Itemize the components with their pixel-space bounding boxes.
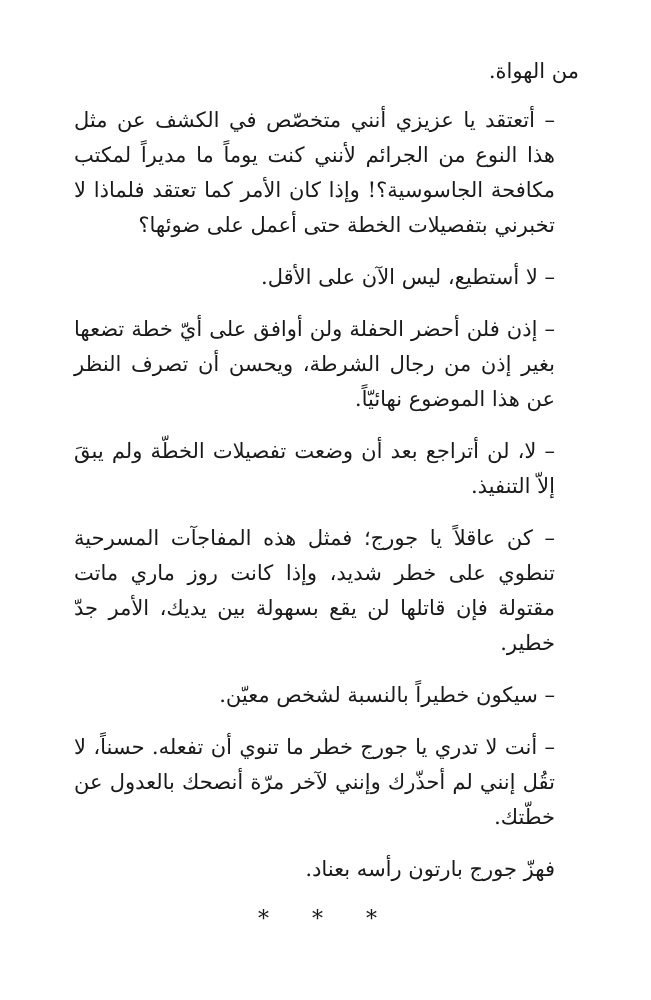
paragraph-1: من الهواة. (488, 59, 579, 83)
paragraph-7: – سيكون خطيراً بالنسبة لشخص معيّن. (219, 683, 555, 707)
paragraph-3: – لا أستطيع، ليس الآن على الأقل. (261, 265, 555, 289)
paragraph-2: – أتعتقد يا عزيزي أنني متخصّص في الكشف عن مثل هذا النوع من الجرائم لأنني كنت يوماً ما مديراً لمكتب مكافحة الجاسوسية؟! وإذا كان الأمر كما تعتقد فلماذا لا تخبرني بتفصيلات الخطة حتى أعمل على ضوئها؟ (74, 108, 555, 237)
paragraph-4: – إذن فلن أحضر الحفلة ولن أوافق على أيّ خطة تضعها بغير إذن من رجال الشرطة، ويحسن أن تصرف النظر عن هذا الموضوع نهائيّاً. (74, 317, 555, 411)
paragraph-8: – أنت لا تدري يا جورج خطر ما تنوي أن تفعله. حسناً، لا تقُل إنني لم أحذّرك وإنني لآخر مرّة أنصحك بالعدول عن خطّتك. (74, 735, 555, 829)
book-page (74, 54, 579, 932)
paragraph-5: – لا، لن أتراجع بعد أن وضعت تفصيلات الخطّة ولم يبقَ إلاّ التنفيذ. (74, 439, 555, 498)
paragraph-6: – كن عاقلاً يا جورج؛ فمثل هذه المفاجآت المسرحية تنطوي على خطر شديد، وإذا كانت روز ماري ماتت مقتولة فإن قاتلها لن يقع بسهولة بين يديك، الأمر جدّ خطير. (74, 526, 555, 655)
paragraph-9: فهزّ جورج بارتون رأسه بعناد. (305, 857, 555, 881)
section-separator: * * * (258, 907, 395, 932)
